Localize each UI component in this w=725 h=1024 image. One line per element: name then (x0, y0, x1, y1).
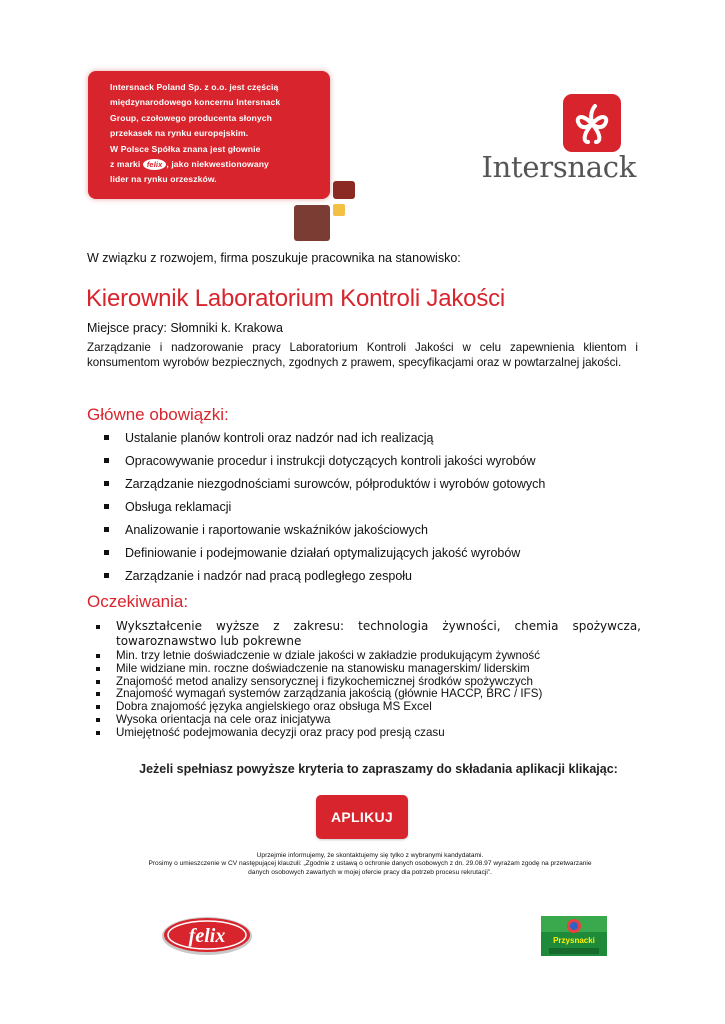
intersnack-logo-icon (563, 94, 621, 152)
list-item: Zarządzanie i nadzór nad pracą podległego zespołu (104, 568, 545, 591)
list-item: Znajomość metod analizy sensorycznej i fizykochemicznej środków spożywczych (96, 676, 641, 689)
list-item: Znajomość wymagań systemów zarządzania jakością (głównie HACCP, BRC / IFS) (96, 688, 641, 701)
list-item: Analizowanie i raportowanie wskaźników jakościowych (104, 522, 545, 545)
privacy-notice (100, 852, 640, 877)
list-item: Mile widziane min. roczne doświadczenie na stanowisku managerskim/ liderskim (96, 663, 641, 676)
decor-square (333, 181, 355, 199)
list-item: Wysoka orientacja na cele oraz inicjatywa (96, 714, 641, 727)
list-item: Zarządzanie niezgodnościami surowców, półproduktów i wyrobów gotowych (104, 476, 545, 499)
job-location: Miejsce pracy: Słomniki k. Krakowa (87, 321, 283, 335)
intro-line: przekasek na rynku europejskim. (110, 128, 249, 139)
notice-line: Prosimy o umieszczenie w CV następującej klauzuli: „Zgodnie z ustawą o ochronie danych osobowych z dn. 29.08.97 wyrażam zgodę na przetwarzanie (148, 860, 592, 868)
lead-text: W związku z rozwojem, firma poszukuje pracownika na stanowisko: (87, 251, 461, 265)
list-item: Dobra znajomość języka angielskiego oraz obsługa MS Excel (96, 701, 641, 714)
expectations-list (96, 619, 641, 740)
apply-button[interactable]: APLIKUJ (316, 795, 408, 839)
list-item: Obsługa reklamacji (104, 499, 545, 522)
duties-list (104, 430, 545, 591)
cta-text: Jeżeli spełniasz powyższe kryteria to zapraszamy do składania aplikacji klikając: (139, 762, 618, 776)
list-item: Definiowanie i podejmowanie działań optymalizujących jakość wyrobów (104, 545, 545, 568)
duties-heading: Główne obowiązki: (87, 405, 229, 424)
expectations-heading: Oczekiwania: (87, 592, 189, 611)
felix-badge: felix (143, 159, 167, 170)
intro-brand-line (110, 157, 325, 172)
przysnacki-logo-icon (541, 916, 607, 956)
company-intro (110, 80, 325, 188)
job-description: Zarządzanie i nadzorowanie pracy Laboratorium Kontroli Jakości w celu zapewnienia klientom i konsumentom wyrobów bezpiecznych, zgodnych z prawem, specyfikacjami oraz w powtarzalnej jakości. (87, 341, 638, 369)
list-item: Opracowywanie procedur i instrukcji dotyczących kontroli jakości wyrobów (104, 453, 545, 476)
list-item: Min. trzy letnie doświadczenie w dziale jakości w zakładzie produkującym żywność (96, 650, 641, 663)
list-item: Umiejętność podejmowania decyzji oraz pracy pod presją czasu (96, 727, 641, 740)
decor-square (333, 204, 345, 216)
notice-line: danych osobowych zawartych w mojej ofercie pracy dla potrzeb procesu rekrutacji”. (248, 868, 492, 876)
intro-line: lider na rynku orzeszków. (110, 174, 217, 185)
job-title: Kierownik Laboratorium Kontroli Jakości (86, 285, 506, 312)
intro-line: międzynarodowego koncernu Intersnack (110, 97, 281, 108)
intro-brand-after: , jako niekwestionowany (166, 159, 269, 170)
intro-line: W Polsce Spółka znana jest głownie (110, 143, 261, 154)
intersnack-wordmark: Intersnack (481, 150, 636, 184)
intro-line: Intersnack Poland Sp. z o.o. jest częścią (110, 82, 279, 92)
intro-line: Group, czołowego producenta słonych (110, 112, 273, 123)
decor-square (294, 205, 330, 241)
list-item: Ustalanie planów kontroli oraz nadzór nad ich realizacją (104, 430, 545, 453)
przysnacki-logo-text: Przysnacki (553, 936, 595, 945)
notice-line: Uprzejmie informujemy, że skontaktujemy się tylko z wybranymi kandydatami. (256, 852, 484, 859)
intro-brand-before: z marki (110, 159, 141, 170)
list-item: Wykształcenie wyższe z zakresu: technologia żywności, chemia spożywcza, towaroznawstwo lub pokrewne (96, 619, 641, 649)
felix-logo-text: felix (188, 925, 226, 947)
felix-logo-icon (161, 915, 253, 957)
